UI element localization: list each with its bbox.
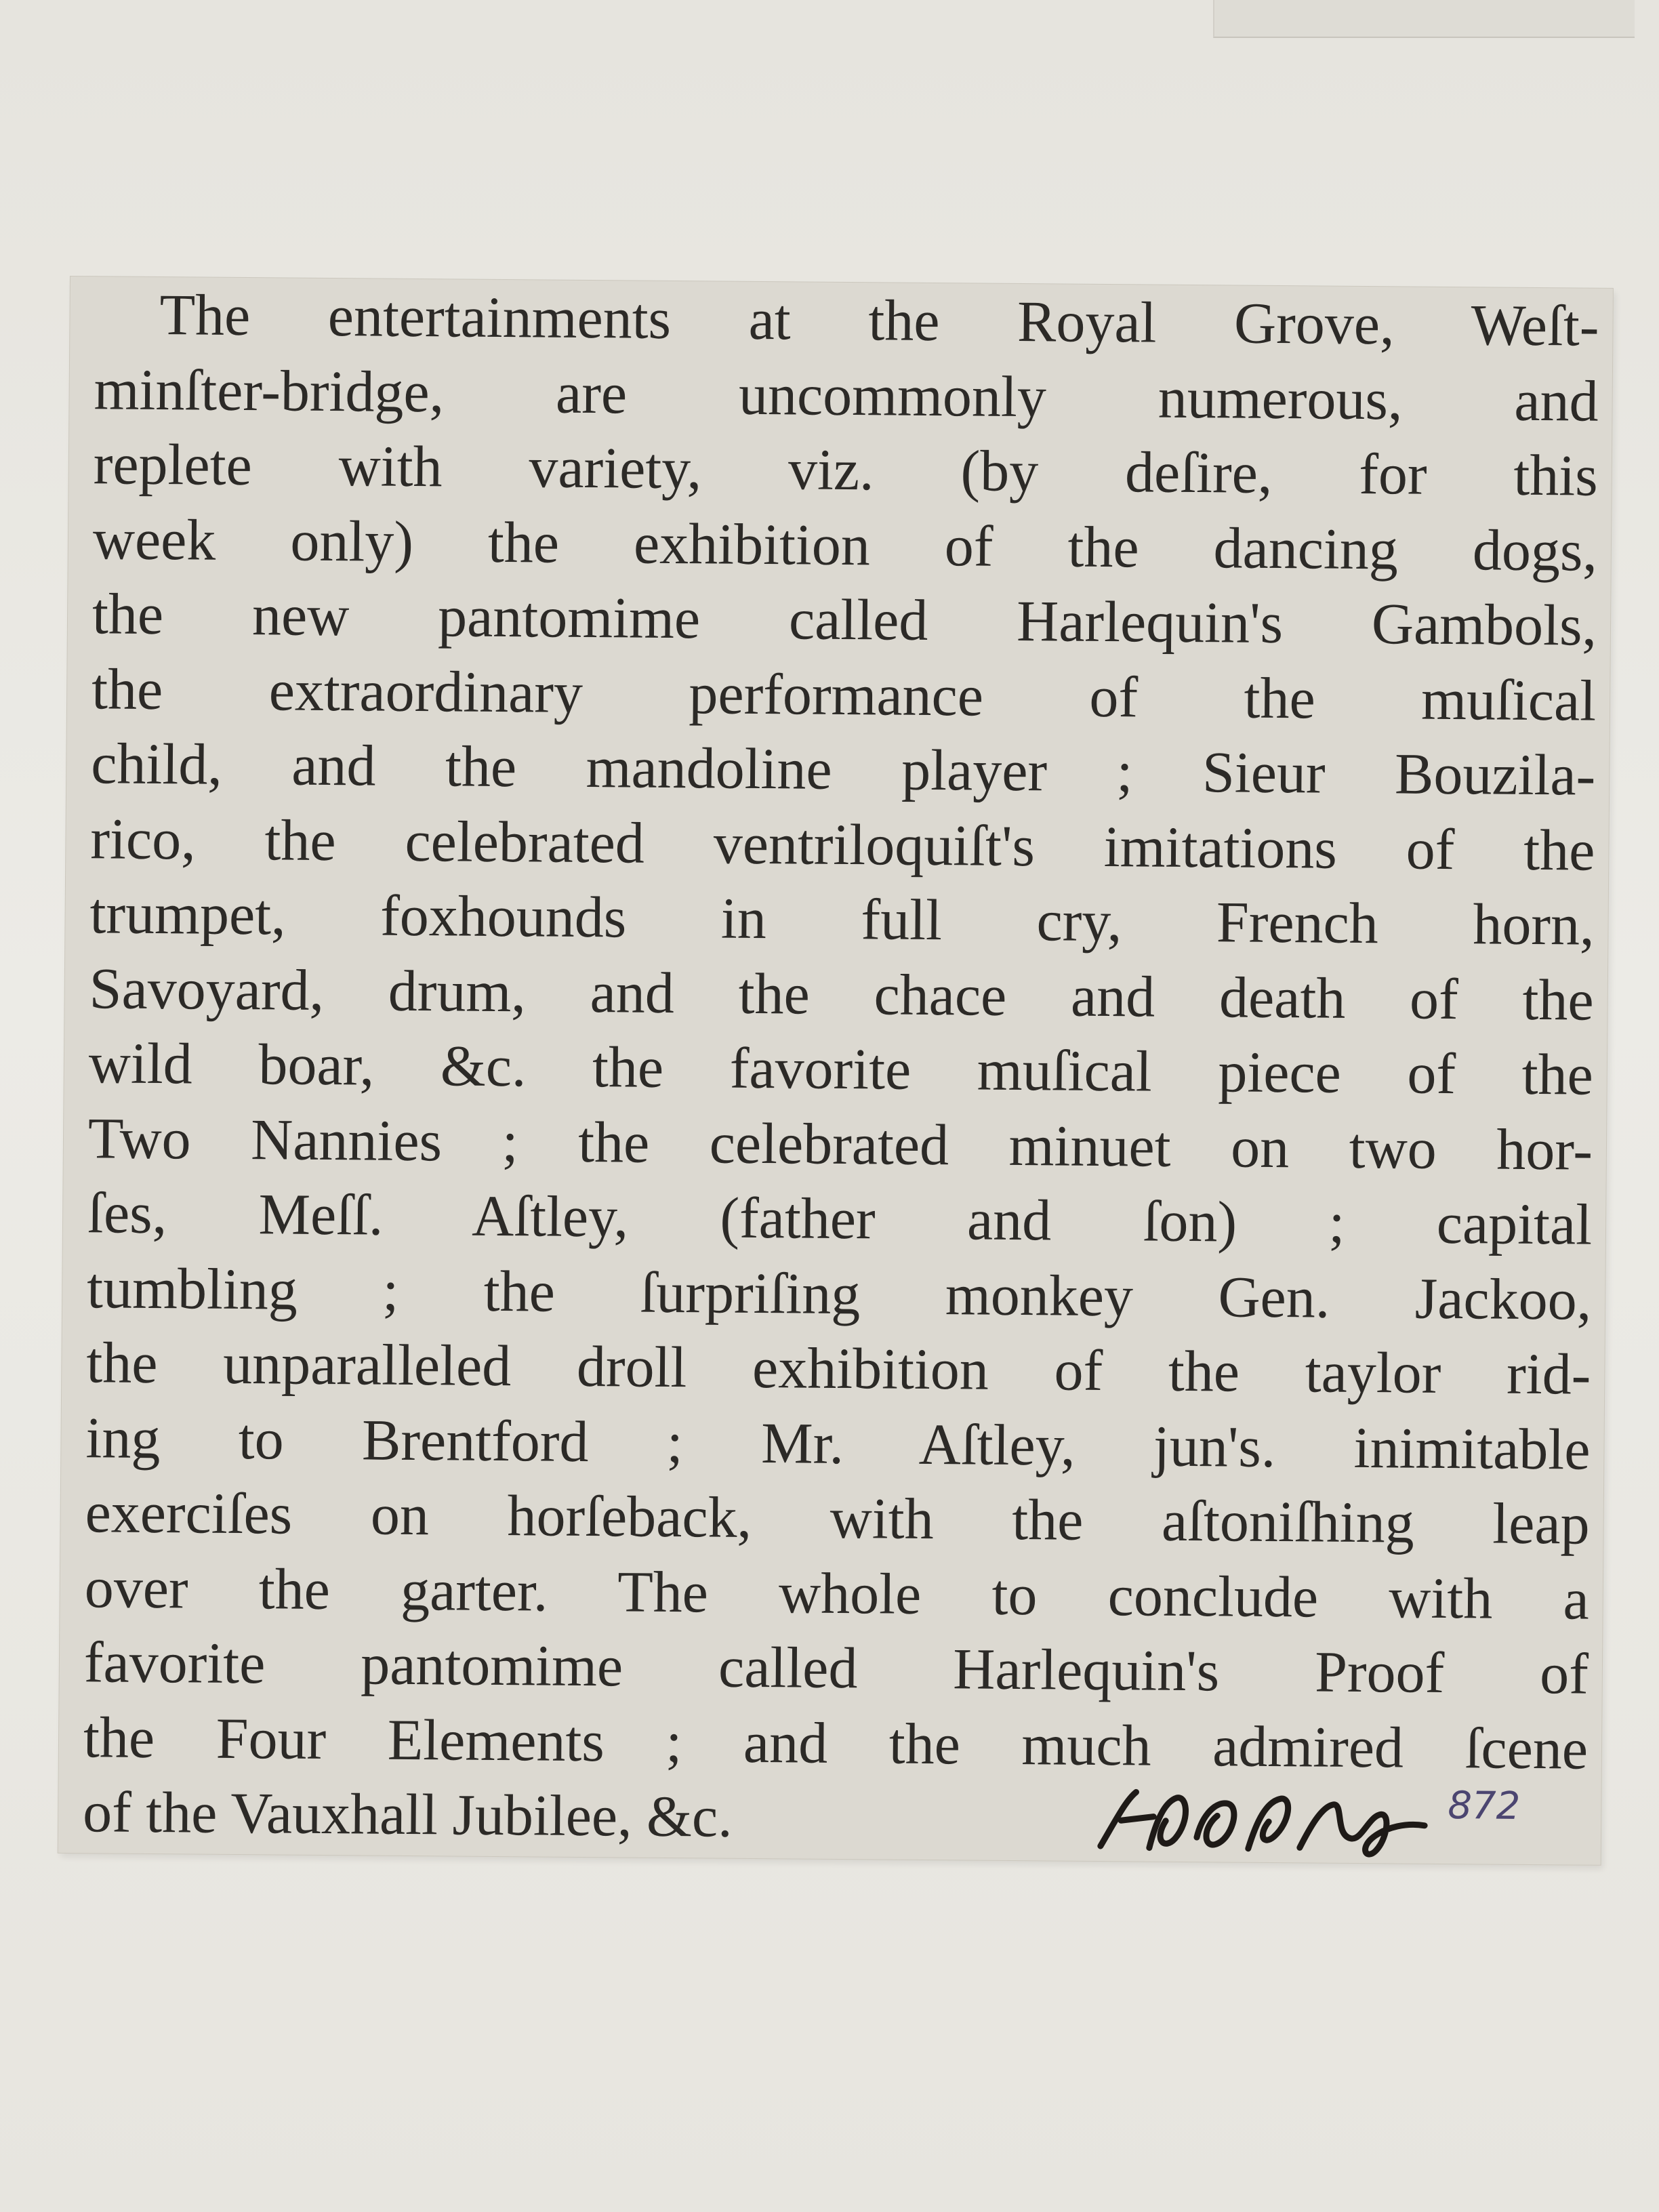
text-line: trumpet, foxhounds in full cry, French horn, [89, 880, 1595, 958]
text-line: rico, the celebrated ventriloquiſt's imitations of the [90, 805, 1595, 883]
text-line: the new pantomime called Harlequin's Gambols, [91, 581, 1597, 658]
text-line: the Four Elements ; and the much admired ſcene [83, 1704, 1589, 1782]
clipping-text [83, 276, 1599, 1861]
text-line: replete with variety, viz. (by deſire, for this [93, 431, 1599, 508]
text-line: Two Nannies ; the celebrated minuet on two hor- [87, 1105, 1593, 1183]
text-line: The entertainments at the Royal Grove, Weſt- [159, 282, 1599, 359]
newspaper-clipping [58, 276, 1613, 1865]
text-line: ſes, Meſſ. Aſtley, (father and ſon) ; capital [87, 1180, 1593, 1257]
adjacent-sheet-edge [1213, 0, 1635, 38]
text-line: child, and the mandoline player ; Sieur Bouzila- [90, 731, 1596, 808]
text-line: exerciſes on horſeback, with the aſtoniſhing leap [85, 1479, 1590, 1557]
text-line: the extraordinary performance of the muſical [91, 655, 1597, 733]
text-line: over the garter. The whole to conclude with a [84, 1554, 1590, 1632]
handwritten-date-annotation [1088, 1773, 1435, 1864]
text-line: tumbling ; the ſurpriſing monkey Gen. Jackoo, [86, 1254, 1592, 1332]
text-line: ing to Brentford ; Mr. Aſtley, jun's. inimitable [85, 1404, 1591, 1482]
text-line: week only) the exhibition of the dancing dogs, [92, 506, 1598, 583]
text-line: the unparalleled droll exhibition of the taylor rid- [86, 1330, 1591, 1407]
text-line: minſter-bridge, are uncommonly numerous, and [94, 356, 1599, 434]
catalog-number: 872 [1448, 1784, 1521, 1828]
text-line: wild boar, &c. the favorite muſical piece of the [88, 1030, 1594, 1107]
text-line: Savoyard, drum, and the chace and death of the [89, 955, 1595, 1033]
text-line: favorite pantomime called Harlequin's Proof of [83, 1629, 1589, 1706]
text-line: of the Vauxhall Jubilee, &c. [82, 1779, 733, 1849]
